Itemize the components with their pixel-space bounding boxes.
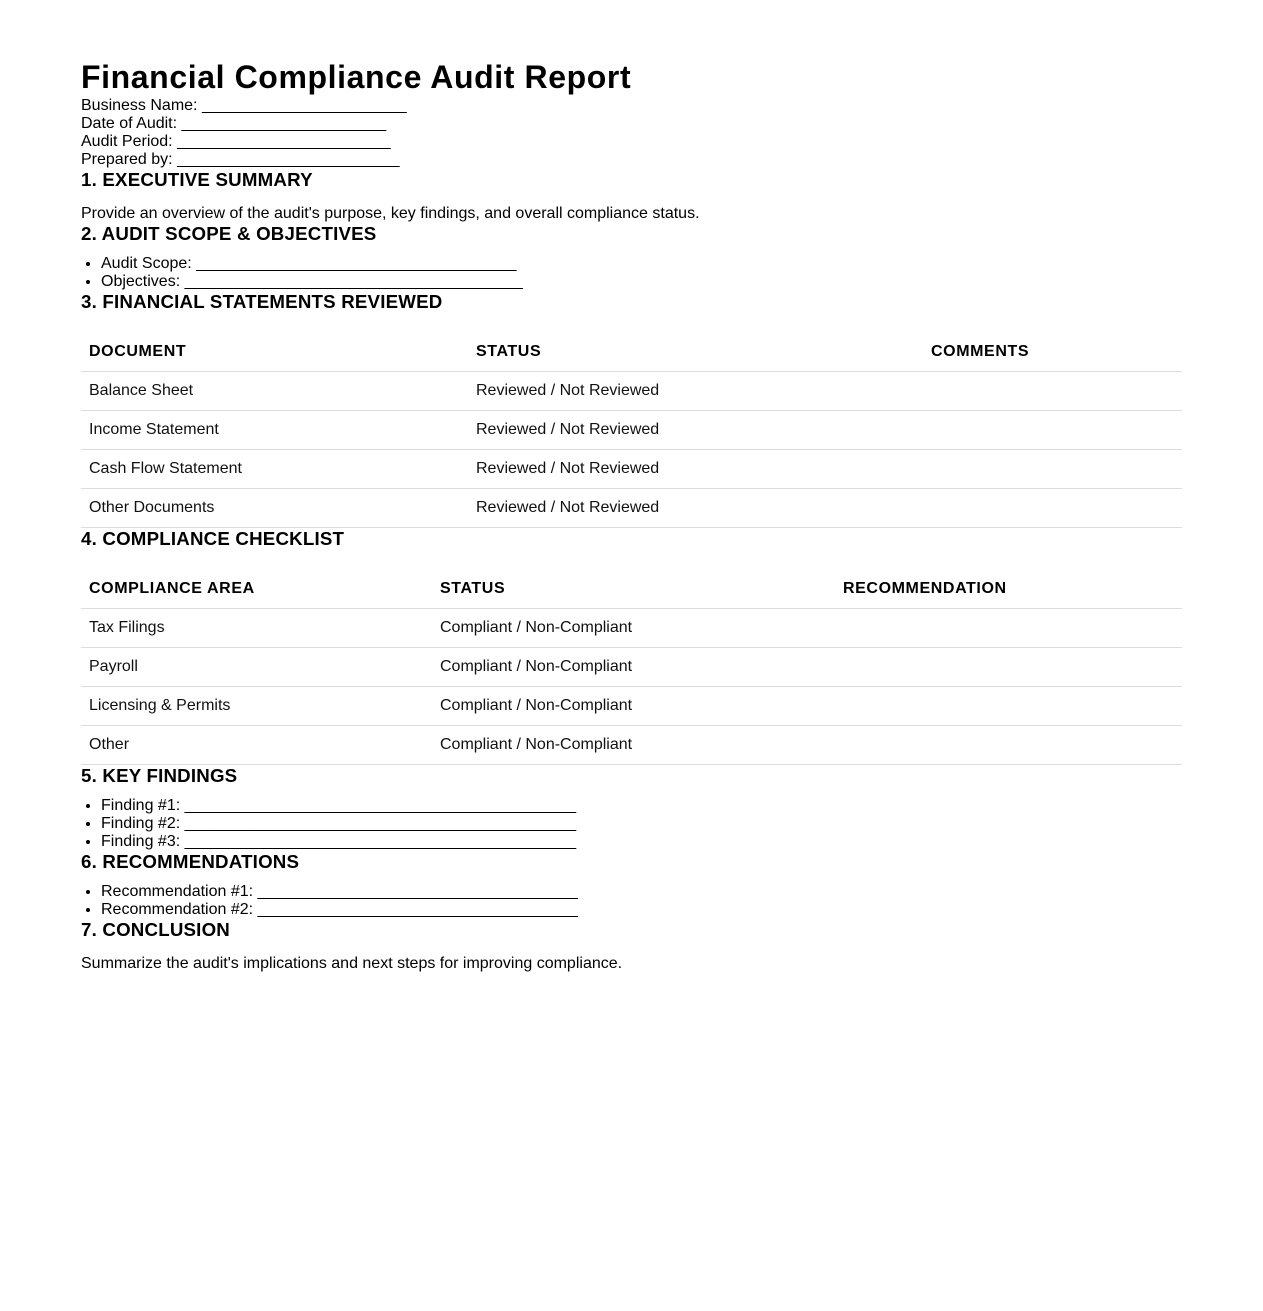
audit-scope-blank[interactable]: ____________________________________ (196, 255, 517, 272)
finding-blank[interactable]: ____________________________________________ (184, 833, 577, 850)
section-recommendations (81, 851, 1182, 919)
list-item-finding-3[interactable] (101, 833, 1182, 851)
status-cell[interactable]: Compliant / Non-Compliant (432, 648, 835, 687)
comments-cell[interactable] (923, 372, 1182, 411)
business-name-label: Business Name: (81, 97, 198, 114)
comments-cell[interactable] (923, 450, 1182, 489)
audit-scope-label: Audit Scope: (101, 255, 192, 272)
findings-list (81, 797, 1182, 851)
prepared-by-blank[interactable]: _________________________ (177, 151, 400, 168)
date-of-audit-blank[interactable]: _______________________ (181, 115, 387, 132)
list-item-finding-2[interactable] (101, 815, 1182, 833)
recommendation-label: Recommendation #1: (101, 883, 254, 900)
section-heading: 2. AUDIT SCOPE & OBJECTIVES (81, 223, 377, 244)
compliance-area-cell: Tax Filings (81, 609, 432, 648)
column-header-document: DOCUMENT (81, 333, 468, 372)
document-cell: Income Statement (81, 411, 468, 450)
finding-label: Finding #2: (101, 815, 181, 832)
section-executive-summary (81, 169, 1182, 223)
recommendation-blank[interactable]: ____________________________________ (257, 883, 578, 900)
column-header-status: STATUS (432, 570, 835, 609)
financial-statements-table (81, 333, 1182, 528)
table-row (81, 489, 1182, 528)
audit-period-blank[interactable]: ________________________ (177, 133, 391, 150)
section-conclusion (81, 919, 1182, 973)
list-item-finding-1[interactable] (101, 797, 1182, 815)
section-heading: 6. RECOMMENDATIONS (81, 851, 300, 872)
document-cell: Balance Sheet (81, 372, 468, 411)
section-heading: 5. KEY FINDINGS (81, 765, 238, 786)
prepared-by-field[interactable] (81, 151, 1182, 169)
prepared-by-label: Prepared by: (81, 151, 173, 168)
finding-label: Finding #1: (101, 797, 181, 814)
finding-blank[interactable]: ____________________________________________ (184, 815, 577, 832)
objectives-label: Objectives: (101, 273, 181, 290)
section-heading: 7. CONCLUSION (81, 919, 230, 940)
finding-label: Finding #3: (101, 833, 181, 850)
section-audit-scope (81, 223, 1182, 291)
status-cell[interactable]: Reviewed / Not Reviewed (468, 450, 923, 489)
list-item-audit-scope[interactable] (101, 255, 1182, 273)
conclusion-text: Summarize the audit's implications and next steps for improving compliance. (81, 955, 623, 972)
list-item-recommendation-2[interactable] (101, 901, 1182, 919)
status-cell[interactable]: Reviewed / Not Reviewed (468, 372, 923, 411)
document-cell: Other Documents (81, 489, 468, 528)
compliance-area-cell: Other (81, 726, 432, 765)
date-of-audit-field[interactable] (81, 115, 1182, 133)
compliance-checklist-table (81, 570, 1182, 765)
table-row (81, 609, 1182, 648)
section-compliance-checklist (81, 528, 1182, 765)
business-name-blank[interactable]: _______________________ (201, 97, 407, 114)
section-key-findings (81, 765, 1182, 851)
list-item-objectives[interactable] (101, 273, 1182, 291)
audit-period-label: Audit Period: (81, 133, 173, 150)
recommendation-blank[interactable]: ____________________________________ (257, 901, 578, 918)
comments-cell[interactable] (923, 489, 1182, 528)
column-header-compliance-area: COMPLIANCE AREA (81, 570, 432, 609)
column-header-comments: COMMENTS (923, 333, 1182, 372)
audit-period-field[interactable] (81, 133, 1182, 151)
status-cell[interactable]: Compliant / Non-Compliant (432, 687, 835, 726)
objectives-blank[interactable]: ______________________________________ (184, 273, 523, 290)
table-row (81, 687, 1182, 726)
table-row (81, 726, 1182, 765)
section-financial-statements (81, 291, 1182, 528)
recommendation-label: Recommendation #2: (101, 901, 254, 918)
column-header-recommendation: RECOMMENDATION (835, 570, 1182, 609)
list-item-recommendation-1[interactable] (101, 883, 1182, 901)
table-row (81, 372, 1182, 411)
table-header-row (81, 333, 1182, 372)
status-cell[interactable]: Compliant / Non-Compliant (432, 609, 835, 648)
executive-summary-text: Provide an overview of the audit's purpose, key findings, and overall compliance status. (81, 205, 700, 222)
column-header-status: STATUS (468, 333, 923, 372)
recommendation-cell[interactable] (835, 726, 1182, 765)
date-of-audit-label: Date of Audit: (81, 115, 178, 132)
recommendations-list (81, 883, 1182, 919)
section-heading: 4. COMPLIANCE CHECKLIST (81, 528, 345, 549)
compliance-area-cell: Payroll (81, 648, 432, 687)
finding-blank[interactable]: ____________________________________________ (184, 797, 577, 814)
status-cell[interactable]: Reviewed / Not Reviewed (468, 489, 923, 528)
table-row (81, 648, 1182, 687)
table-row (81, 450, 1182, 489)
scope-list (81, 255, 1182, 291)
recommendation-cell[interactable] (835, 609, 1182, 648)
comments-cell[interactable] (923, 411, 1182, 450)
section-heading: 3. FINANCIAL STATEMENTS REVIEWED (81, 291, 443, 312)
status-cell[interactable]: Compliant / Non-Compliant (432, 726, 835, 765)
report-meta-fields (81, 97, 1182, 169)
compliance-area-cell: Licensing & Permits (81, 687, 432, 726)
recommendation-cell[interactable] (835, 687, 1182, 726)
table-header-row (81, 570, 1182, 609)
document-title: Financial Compliance Audit Report (81, 59, 632, 95)
recommendation-cell[interactable] (835, 648, 1182, 687)
status-cell[interactable]: Reviewed / Not Reviewed (468, 411, 923, 450)
table-row (81, 411, 1182, 450)
section-heading: 1. EXECUTIVE SUMMARY (81, 169, 313, 190)
business-name-field[interactable] (81, 97, 1182, 115)
document-cell: Cash Flow Statement (81, 450, 468, 489)
